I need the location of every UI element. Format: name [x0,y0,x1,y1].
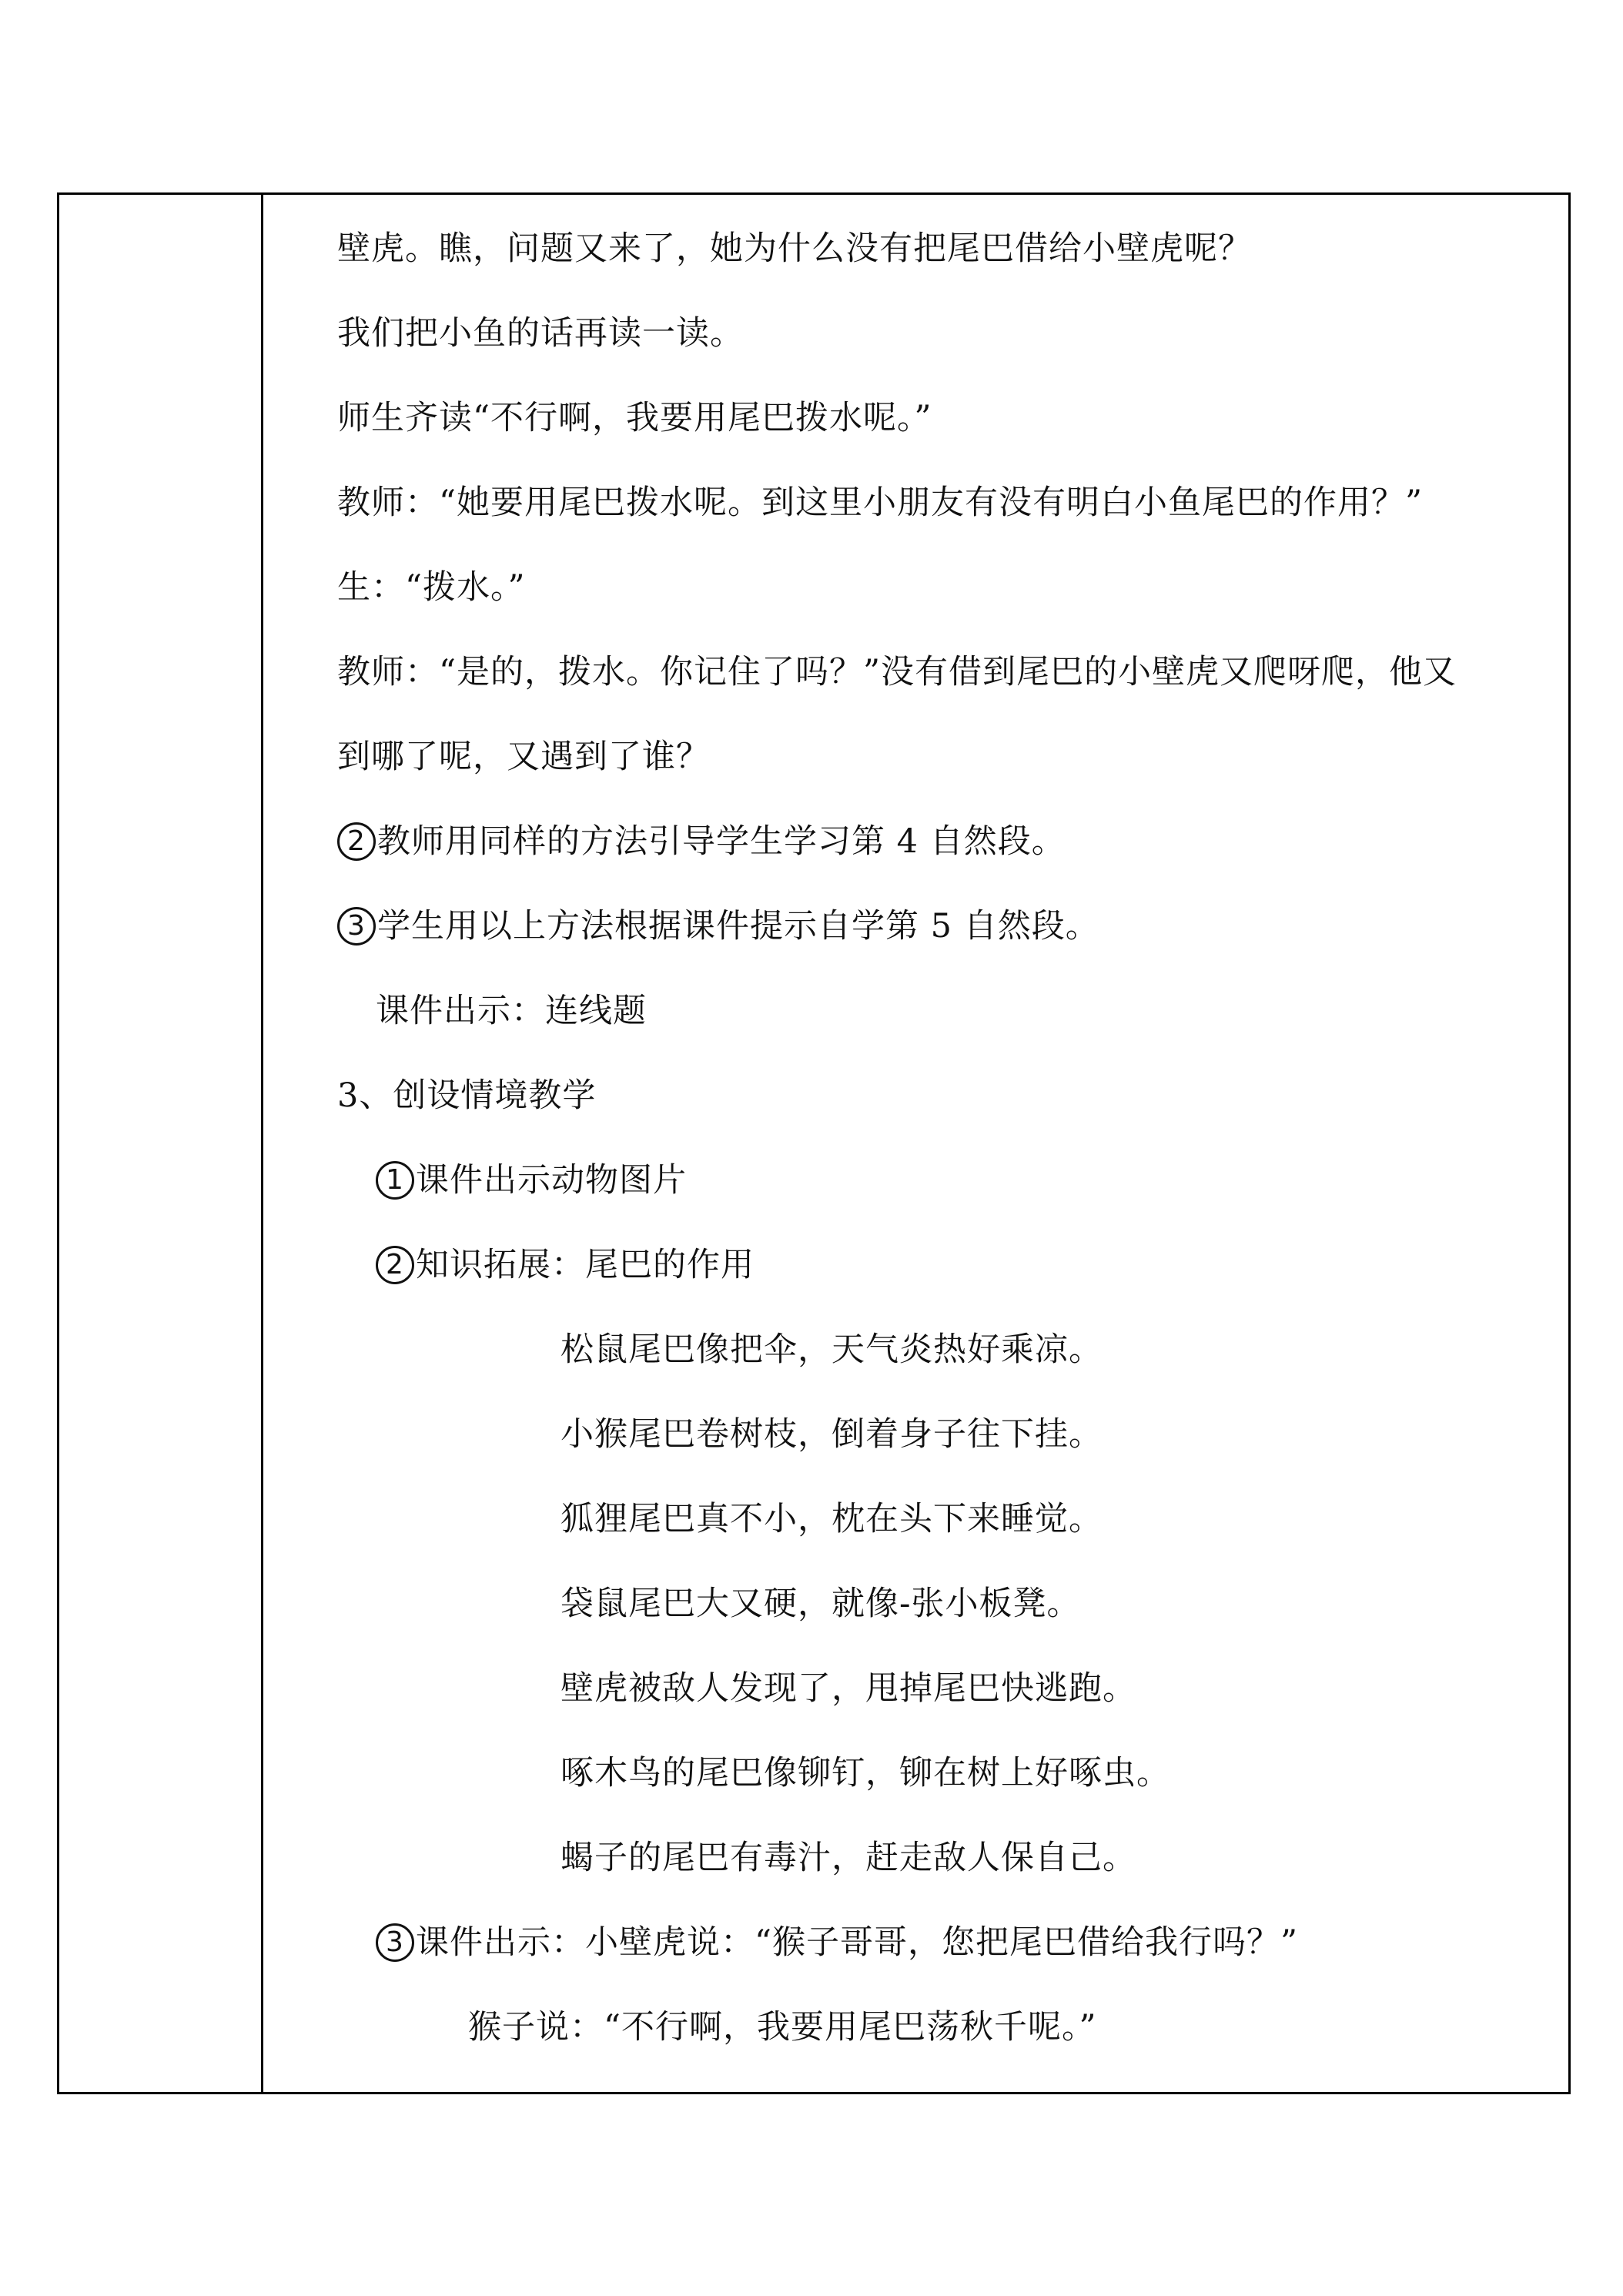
text-line: 师生齐读“不行啊，我要用尾巴拨水呢。” [337,399,932,437]
text-line: 生：“拨水。” [337,568,526,607]
rhyme-line: 蝎子的尾巴有毒汁，赶走敌人保自己。 [561,1839,1136,1877]
circled-number-icon: 3 [376,1923,414,1962]
rhyme-line: 松鼠尾巴像把伞，天气炎热好乘凉。 [561,1330,1103,1369]
rhyme-line: 狐狸尾巴真不小，枕在头下来睡觉。 [561,1500,1103,1538]
circled-number-icon: 3 [337,907,376,946]
rhyme-line: 小猴尾巴卷树枝，倒着身子往下挂。 [561,1415,1103,1454]
rhyme-line: 袋鼠尾巴大又硬，就像-张小板凳。 [561,1585,1081,1623]
numbered-line: 3 课件出示：小壁虎说：“猴子哥哥，您把尾巴借给我行吗？” [376,1919,1298,1966]
text-line: 到哪了呢，又遇到了谁？ [337,738,710,776]
numbered-line: 1 课件出示动物图片 [376,1157,687,1203]
circled-number-icon: 2 [337,822,376,861]
numbered-line: 2 知识拓展：尾巴的作用 [376,1242,755,1288]
lesson-content-cell [263,195,1568,2092]
circled-number-icon: 2 [376,1246,414,1284]
text-line: 教师：“是的，拨水。你记住了吗？”没有借到尾巴的小壁虎又爬呀爬，他又 [337,653,1457,691]
lesson-table [57,192,1571,2094]
text-line: 课件出示：连线题 [376,992,647,1030]
text-line: 猴子说：“不行啊，我要用尾巴荡秋千呢。” [468,2008,1097,2047]
numbered-line: 2 教师用同样的方法引导学生学习第 4 自然段。 [337,818,1066,865]
circled-number-icon: 1 [376,1161,414,1200]
numbered-line: 3 学生用以上方法根据课件提示自学第 5 自然段。 [337,903,1099,949]
left-empty-cell [59,195,263,2092]
text-line: 我们把小鱼的话再读一读。 [337,314,744,353]
text-line: 壁虎。瞧，问题又来了，她为什么没有把尾巴借给小壁虎呢？ [337,229,1252,268]
rhyme-line: 啄木鸟的尾巴像铆钉，铆在树上好啄虫。 [561,1754,1170,1792]
text-line: 教师：“她要用尾巴拨水呢。到这里小朋友有没有明白小鱼尾巴的作用？” [337,484,1423,522]
section-heading: 3、创设情境教学 [337,1076,597,1115]
rhyme-line: 壁虎被敌人发现了，甩掉尾巴快逃跑。 [561,1669,1136,1708]
